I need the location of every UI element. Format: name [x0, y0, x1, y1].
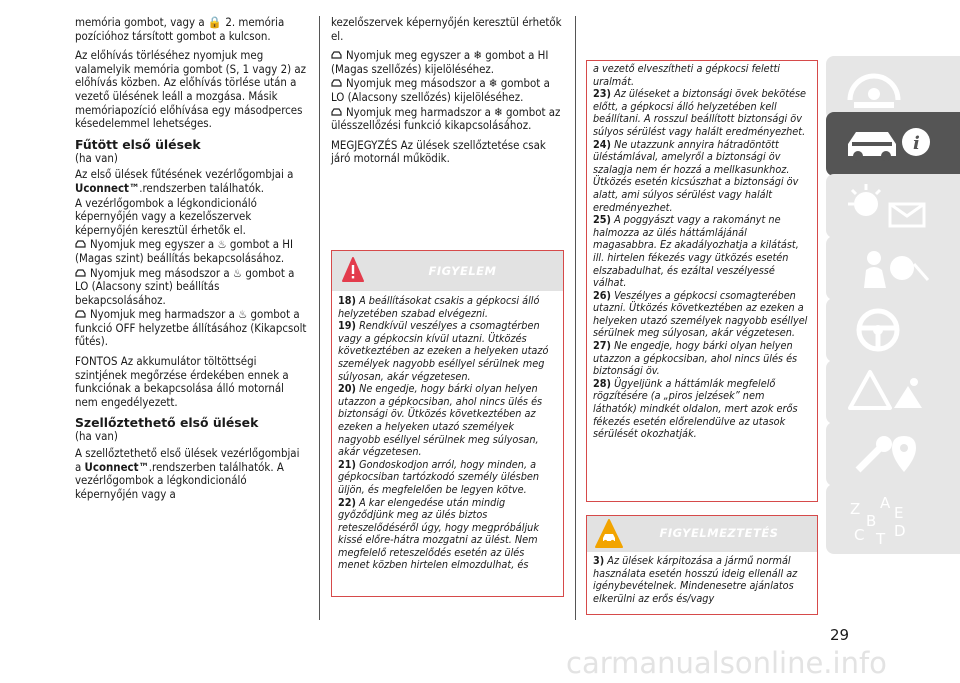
- paragraph: A vezérlőgombok a légkondicionáló képernyőjén vagy a kezelőszervek képernyőjén keresztül érhetők el.: [75, 195, 257, 237]
- tab-car-info[interactable]: [826, 112, 960, 176]
- warning-item: 18) A beállításokat csakis a gépkocsi álló helyzetében szabad elvégezni.: [338, 294, 540, 320]
- steering-wheel-icon: [844, 306, 934, 354]
- tab-driving[interactable]: [826, 298, 960, 362]
- car-dashboard-icon: [844, 64, 904, 112]
- warning-road-icon: [844, 368, 934, 416]
- section-subtitle: (ha van): [75, 150, 118, 165]
- tab-emergency[interactable]: [826, 360, 960, 424]
- note-paragraph: MEGJEGYZÉS Az ülések szellőztetése csak járó motornál működik.: [331, 137, 546, 166]
- tab-safety[interactable]: [826, 236, 960, 300]
- warning-box-continued: [586, 60, 818, 502]
- index-letters-icon: [844, 492, 934, 548]
- column-divider: [319, 16, 320, 620]
- index-letter: Z: [850, 500, 861, 518]
- tab-index[interactable]: [826, 484, 960, 554]
- bullet-item: Nyomjuk meg másodszor a ♨ gombot a LO (Alacsony szint) beállítás bekapcsolásához.: [75, 265, 295, 307]
- index-letter: T: [876, 530, 886, 548]
- warning-box-title: FIGYELEM: [428, 264, 497, 278]
- paragraph: kezelőszervek képernyőjén keresztül érhetők el.: [331, 15, 562, 43]
- warning-box-figyelmeztetes: [586, 515, 818, 615]
- note-paragraph: FONTOS Az akkumulátor töltöttségi szintjének megőrzése érdekében ennek a funkciónak a bekapcsolása álló motornál nem engedélyezett.: [75, 354, 289, 409]
- car-bullet-icon: [331, 107, 342, 117]
- warning-item: a vezető elveszítheti a gépkocsi feletti uralmát.: [593, 62, 780, 88]
- paragraph: memória gombot, vagy a 🔒 2. memória pozícióhoz társított gombot a kulcson.: [75, 15, 285, 43]
- section-heading-ventilated-seats: Szellőztethető első ülések: [75, 415, 259, 431]
- svg-text:i: i: [913, 133, 920, 154]
- section-heading-heated-seats: Fűtött első ülések: [75, 136, 201, 152]
- car-info-icon: [844, 120, 934, 168]
- warning-item: 19) Rendkívül veszélyes a csomagtérben vagy a gépkocsin kívül utazni. Ütközés következtében az ezeken a helyeken utazó személyek nagyobb eséllyel sérülnek meg súlyosan, akár végzetesen.: [338, 319, 549, 383]
- index-letter: A: [880, 494, 891, 512]
- tab-service[interactable]: [826, 422, 960, 486]
- index-letter: E: [894, 504, 904, 522]
- tab-dashboard[interactable]: [826, 56, 960, 120]
- index-letter: D: [894, 522, 906, 540]
- warning-item: 26) Veszélyes a gépkocsi csomagterében utazni. Ütközés következtében az ezeken a helyeken utazó személyek nagyobb eséllyel sérülnek meg súlyosan, akár végzetesen.: [593, 288, 808, 340]
- car-bullet-icon: [331, 50, 342, 60]
- warning-box-figyelem: [331, 250, 564, 597]
- wrench-location-icon: [844, 430, 934, 478]
- lights-mail-icon: [844, 182, 934, 230]
- paragraph: A szellőztethető első ülések vezérlőgombjai a Uconnect™.rendszerben találhatók. A vezérlőgombok a légkondicionáló képernyőjén vagy a: [75, 446, 300, 501]
- warning-item: 3) Az ülések kárpitozása a jármű normál használata esetén hosszú ideig ellenáll az igénybevételnek. Mindenesetre ajánlatos elkerülni az erős és/vagy: [593, 554, 798, 605]
- index-letter: B: [866, 512, 877, 530]
- car-bullet-icon: [75, 309, 86, 319]
- column-1: [75, 16, 307, 507]
- page-number: 29: [830, 626, 850, 644]
- paragraph: Az előhívás törléséhez nyomjuk meg valamelyik memória gombot (S, 1 vagy 2) az előhívás közben. Az előhívás törlése után a vezető ülésének leáll a mozgása. Másik memóriapozíció előhívása egy másodperces késedelemmel lehetséges.: [75, 48, 307, 131]
- warning-item: 21) Gondoskodjon arról, hogy minden, a gépkocsiban tartózkodó személy ülésben üljön, és megfelelően be legyen kötve.: [338, 457, 540, 496]
- warning-item: 23) Az üléseket a biztonsági övek bekötése előtt, a gépkocsi álló helyzetében kell beállítani. A rosszul beállított biztonsági öv súlyos sérülést vagy halált eredményezhet.: [593, 87, 807, 138]
- column-divider: [575, 16, 576, 620]
- warning-box-body: [587, 61, 817, 443]
- column-2: [331, 16, 563, 172]
- bullet-item: Nyomjuk meg harmadszor a ♨ gombot a funkció OFF helyzetbe állításához (Kikapcsolt fűtés).: [75, 307, 307, 349]
- warning-item: 22) A kar elengedése után mindig győződjünk meg az ülés biztos reteszelődéséről úgy, hogy megpróbáljuk kissé előre-hátra mozgatni az ülést. Nem megfelelő reteszelődés esetén az ülés menet közben hirtelen elmozdulhat, és: [338, 495, 539, 572]
- airbag-person-icon: [844, 244, 934, 292]
- bullet-item: Nyomjuk meg harmadszor a ❄ gombot az ülésszellőzési funkció kikapcsolásához.: [331, 104, 561, 133]
- warning-item: 25) A poggyászt vagy a rakományt ne halmozza az ülés háttámlájánál magasabbra. Ez akadályozhatja a kilátást, ill. hirtelen fékezés vagy ütközés esetén elszabadulhat, és ezáltal veszélyessé válhat.: [593, 213, 799, 290]
- warning-box-body: [587, 552, 817, 607]
- bullet-item: Nyomjuk meg egyszer a ❄ gombot a HI (Magas szellőzés) kijelöléséhez.: [331, 48, 549, 76]
- warning-box-title: FIGYELMEZTETÉS: [659, 526, 779, 540]
- chapter-tabs: [826, 56, 960, 616]
- watermark: carmanualsonline.info: [566, 646, 887, 680]
- warning-item: 24) Ne utazzunk annyira hátradöntött üléstámlával, amelyről a biztonsági öv szalagja nem ér hozzá a mellkasunkhoz. Ütközés esetén kicsúszhat a biztonsági öv alatt, ami súlyos sérülést vagy halált eredményezhet.: [593, 137, 799, 214]
- warning-item: 20) Ne engedje, hogy bárki olyan helyen utazzon a gépkocsiban, ahol nincs ülés és biztonsági öv. Ütközés következtében az ezeken a helyeken utazó személyek nagyobb eséllyel sérülnek meg súlyosan, akár végzetesen.: [338, 382, 543, 459]
- section-subtitle: (ha van): [75, 429, 118, 444]
- warning-box-body: [332, 291, 563, 574]
- bullet-item: Nyomjuk meg másodszor a ❄ gombot a LO (Alacsony szellőzés) kijelöléséhez.: [331, 76, 550, 104]
- warning-item: 28) Ügyeljünk a háttámlák megfelelő rögzítésére (a „piros jelzések” nem láthatók) mindkét oldalon, mert azok erős fékezés esetén előrelendülve az utasok sérülését okozhatják.: [593, 376, 798, 441]
- car-bullet-icon: [75, 239, 86, 249]
- index-letter: C: [854, 526, 865, 544]
- danger-icon: [342, 257, 364, 283]
- tab-lights[interactable]: [826, 174, 960, 238]
- car-bullet-icon: [75, 268, 86, 278]
- caution-car-icon: [595, 519, 623, 549]
- car-bullet-icon: [331, 78, 342, 88]
- bullet-item: Nyomjuk meg egyszer a ♨ gombot a HI (Magas szint) beállítás bekapcsolásához.: [75, 237, 293, 265]
- warning-box-header: [587, 516, 817, 552]
- paragraph: Az első ülések fűtésének vezérlőgombjai a Uconnect™.rendszerben találhatók.: [75, 167, 294, 195]
- warning-box-header: [332, 251, 563, 291]
- warning-item: 27) Ne engedje, hogy bárki olyan helyen utazzon a gépkocsiban, ahol nincs ülés és biztonsági öv.: [593, 339, 798, 378]
